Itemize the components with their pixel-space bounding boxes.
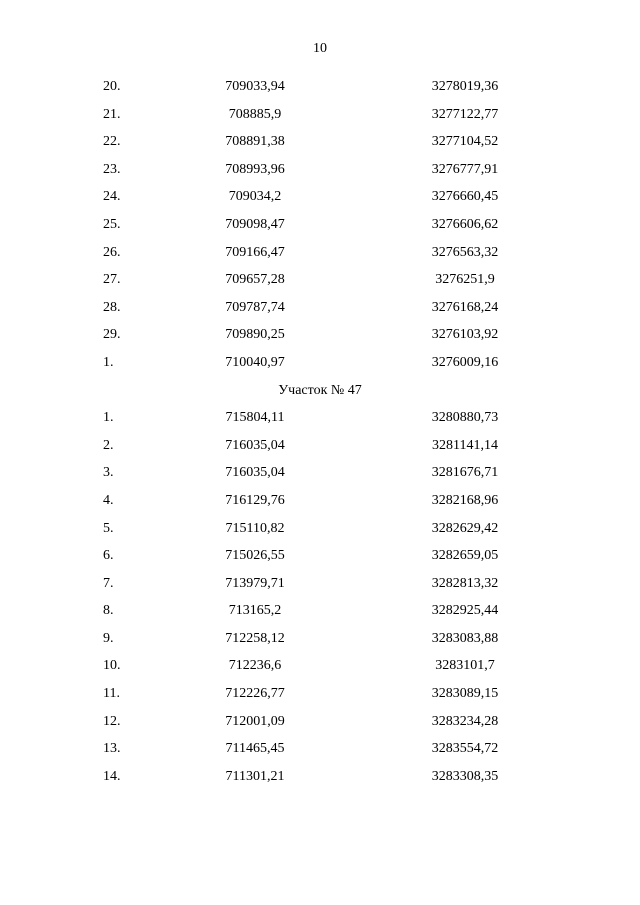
coordinate-y: 3282813,32 <box>431 575 499 591</box>
table-row <box>0 490 640 518</box>
coordinate-x: 711301,21 <box>225 768 285 784</box>
point-number: 25. <box>103 216 121 232</box>
coordinate-x: 716035,04 <box>225 465 285 481</box>
coordinate-x: 708993,96 <box>225 161 285 177</box>
point-number: 5. <box>103 520 114 536</box>
point-number: 12. <box>103 713 121 729</box>
coordinate-y: 3277104,52 <box>431 134 499 150</box>
point-number: 21. <box>103 106 121 122</box>
table-row <box>0 545 640 573</box>
point-number: 10. <box>103 658 121 674</box>
coordinate-y: 3282629,42 <box>431 520 499 536</box>
point-number: 13. <box>103 741 121 757</box>
point-number: 7. <box>103 575 114 591</box>
coordinate-x: 712001,09 <box>225 713 285 729</box>
point-number: 28. <box>103 299 121 315</box>
table-row <box>0 324 640 352</box>
coordinate-y: 3283101,7 <box>435 658 495 674</box>
point-number: 2. <box>103 437 114 453</box>
coordinate-x: 709657,28 <box>225 272 285 288</box>
page-number: 10 <box>313 41 327 56</box>
coordinate-x: 716129,76 <box>225 492 285 508</box>
table-row <box>0 407 640 435</box>
coordinate-y: 3283308,35 <box>431 768 499 784</box>
table-row <box>0 683 640 711</box>
point-number: 29. <box>103 327 121 343</box>
coordinate-x: 708885,9 <box>228 106 282 122</box>
coordinate-x: 709890,25 <box>225 327 285 343</box>
point-number: 27. <box>103 272 121 288</box>
point-number: 6. <box>103 548 114 564</box>
table-row <box>0 518 640 546</box>
point-number: 26. <box>103 244 121 260</box>
coordinate-y: 3276606,62 <box>431 216 499 232</box>
coordinate-y: 3277122,77 <box>431 106 499 122</box>
coordinate-x: 711465,45 <box>225 741 285 757</box>
table-row <box>0 628 640 656</box>
coordinates-list <box>0 76 640 793</box>
coordinate-y: 3280880,73 <box>431 410 499 426</box>
table-row <box>0 435 640 463</box>
coordinate-x: 715110,82 <box>225 520 285 536</box>
coordinate-y: 3276777,91 <box>431 161 499 177</box>
coordinate-y: 3276009,16 <box>431 354 499 370</box>
coordinate-x: 715026,55 <box>225 548 285 564</box>
point-number: 22. <box>103 134 121 150</box>
point-number: 1. <box>103 410 114 426</box>
section-title: Участок № 47 <box>278 382 362 398</box>
coordinate-x: 709166,47 <box>225 244 285 260</box>
section-heading-row <box>0 380 640 408</box>
table-row <box>0 738 640 766</box>
coordinate-y: 3278019,36 <box>431 79 499 94</box>
coordinate-x: 708891,38 <box>225 134 285 150</box>
coordinate-x: 713165,2 <box>228 603 282 619</box>
coordinate-y: 3283089,15 <box>431 686 499 702</box>
coordinate-y: 3282168,96 <box>431 492 499 508</box>
coordinate-x: 715804,11 <box>225 410 285 426</box>
point-number: 1. <box>103 354 114 370</box>
coordinate-y: 3281141,14 <box>432 437 498 453</box>
coordinate-x: 712226,77 <box>225 686 285 702</box>
point-number: 11. <box>103 686 120 702</box>
point-number: 24. <box>103 189 121 205</box>
coordinate-x: 709787,74 <box>225 299 285 315</box>
point-number: 8. <box>103 603 114 619</box>
point-number: 4. <box>103 492 114 508</box>
point-number: 20. <box>103 79 121 94</box>
coordinate-x: 713979,71 <box>225 575 285 591</box>
table-row <box>0 573 640 601</box>
table-row <box>0 297 640 325</box>
coordinate-x: 709098,47 <box>225 216 285 232</box>
table-row <box>0 600 640 628</box>
coordinate-x: 712236,6 <box>228 658 282 674</box>
table-row <box>0 214 640 242</box>
table-row <box>0 186 640 214</box>
point-number: 3. <box>103 465 114 481</box>
point-number: 23. <box>103 161 121 177</box>
coordinate-y: 3281676,71 <box>431 465 499 481</box>
coordinate-y: 3283234,28 <box>431 713 499 729</box>
coordinate-y: 3276660,45 <box>431 189 499 205</box>
coordinate-x: 716035,04 <box>225 437 285 453</box>
table-row <box>0 76 640 104</box>
table-row <box>0 655 640 683</box>
table-row <box>0 269 640 297</box>
point-number: 14. <box>103 768 121 784</box>
table-row <box>0 242 640 270</box>
coordinate-y: 3283083,88 <box>431 630 499 646</box>
table-row <box>0 131 640 159</box>
table-row <box>0 766 640 794</box>
coordinate-x: 712258,12 <box>225 630 285 646</box>
point-number: 9. <box>103 630 114 646</box>
coordinate-y: 3276103,92 <box>431 327 499 343</box>
table-row <box>0 104 640 132</box>
table-row <box>0 159 640 187</box>
coordinate-x: 709033,94 <box>225 79 285 94</box>
table-row <box>0 462 640 490</box>
coordinate-x: 710040,97 <box>225 354 285 370</box>
table-row <box>0 352 640 380</box>
coordinate-y: 3282659,05 <box>431 548 499 564</box>
coordinate-y: 3282925,44 <box>431 603 499 619</box>
coordinate-y: 3276563,32 <box>431 244 499 260</box>
coordinate-x: 709034,2 <box>228 189 282 205</box>
coordinate-y: 3276251,9 <box>435 272 495 288</box>
table-row <box>0 711 640 739</box>
coordinate-y: 3283554,72 <box>431 741 499 757</box>
coordinate-y: 3276168,24 <box>431 299 499 315</box>
